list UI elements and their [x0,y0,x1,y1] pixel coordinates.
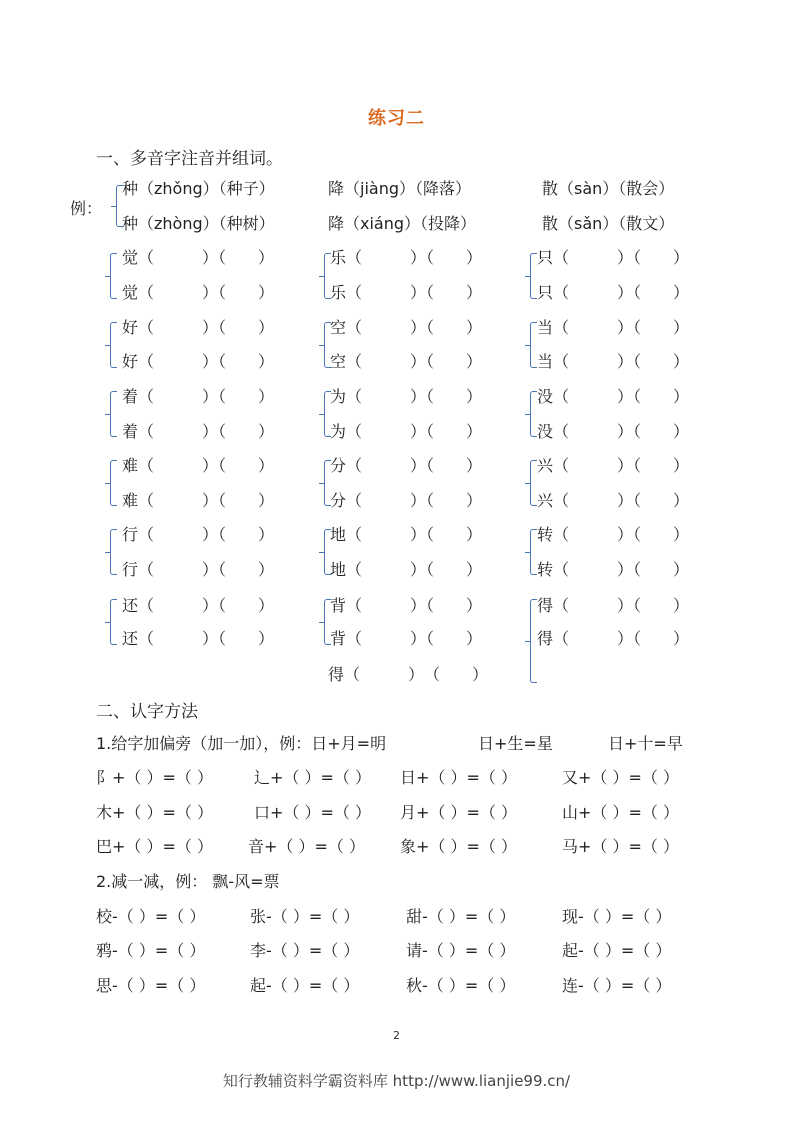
polyphone-cell: 好（ ）（ ） [122,352,275,371]
example-cell: 散（sǎn）（散文） [542,214,675,233]
example-cell: 降（xiáng）（投降） [328,214,477,233]
polyphone-cell-extra: 得（ ） （ ） [328,665,489,684]
subtract-cell: 秋-（ ）=（ ） [406,976,516,995]
polyphone-cell: 转（ ）（ ） [537,560,690,579]
subtract-cell: 鸦-（ ）=（ ） [96,941,206,960]
polyphone-cell: 空（ ）（ ） [330,318,483,337]
polyphone-cell: 没（ ）（ ） [537,422,690,441]
pair-brace [110,529,117,575]
subtract-cell: 请-（ ）=（ ） [406,941,516,960]
polyphone-cell: 兴（ ）（ ） [537,491,690,510]
add-radical-cell: 阝+（ ）=（ ） [96,768,213,787]
section2-heading: 二、认字方法 [96,702,198,722]
polyphone-cell: 还（ ）（ ） [122,596,275,615]
subtract-cell: 甜-（ ）=（ ） [406,907,516,926]
subtract-cell: 连-（ ）=（ ） [562,976,672,995]
add-radical-cell: 辶+（ ）=（ ） [254,768,371,787]
subtract-cell: 起-（ ）=（ ） [250,976,360,995]
subtract-cell: 现-（ ）=（ ） [562,907,672,926]
add-radical-cell: 口+（ ）=（ ） [254,803,371,822]
add-radical-example: 日+十=早 [608,734,683,753]
polyphone-cell: 只（ ）（ ） [537,283,690,302]
polyphone-cell: 好（ ）（ ） [122,318,275,337]
subtract-cell: 起-（ ）=（ ） [562,941,672,960]
add-radical-cell: 又+（ ）=（ ） [562,768,679,787]
polyphone-cell: 没（ ）（ ） [537,387,690,406]
subtract-cell: 思-（ ）=（ ） [96,976,206,995]
polyphone-cell: 分（ ）（ ） [330,491,483,510]
example-cell: 降（jiàng）（降落） [328,179,471,198]
pair-brace [110,253,117,299]
polyphone-cell: 背（ ）（ ） [330,596,483,615]
polyphone-cell: 难（ ）（ ） [122,491,275,510]
page-number: 2 [393,1029,400,1042]
add-radical-prompt: 1.给字加偏旁（加一加），例：日+月=明 [96,734,387,753]
pair-brace [110,391,117,437]
polyphone-cell: 转（ ）（ ） [537,525,690,544]
polyphone-cell: 空（ ）（ ） [330,352,483,371]
example-cell: 种（zhòng）（种树） [122,214,275,233]
polyphone-cell: 难（ ）（ ） [122,456,275,475]
polyphone-cell: 当（ ）（ ） [537,318,690,337]
page-title: 练习二 [368,108,425,129]
pair-brace [530,460,537,506]
polyphone-cell: 得（ ）（ ） [537,629,690,648]
add-radical-cell: 日+（ ）=（ ） [400,768,517,787]
pair-brace [530,391,537,437]
example-label: 例： [70,199,103,218]
subtract-cell: 张-（ ）=（ ） [250,907,360,926]
add-radical-cell: 巴+（ ）=（ ） [96,837,213,856]
polyphone-cell: 为（ ）（ ） [330,387,483,406]
add-radical-cell: 木+（ ）=（ ） [96,803,213,822]
example-cell: 散（sàn）（散会） [542,179,675,198]
polyphone-cell: 行（ ）（ ） [122,560,275,579]
subtract-cell: 校-（ ）=（ ） [96,907,206,926]
polyphone-cell: 只（ ）（ ） [537,248,690,267]
section1-heading: 一、多音字注音并组词。 [96,149,283,169]
footer-watermark: 知行教辅资料学霸资料库 http://www.lianjie99.cn/ [222,1072,571,1090]
subtract-prompt: 2.减一减，例： 飘-风=票 [96,872,280,891]
add-radical-cell: 月+（ ）=（ ） [400,803,517,822]
polyphone-cell: 为（ ）（ ） [330,422,483,441]
polyphone-cell: 分（ ）（ ） [330,456,483,475]
add-radical-cell: 山+（ ）=（ ） [562,803,679,822]
example-cell: 种（zhǒng）（种子） [122,179,275,198]
polyphone-cell: 兴（ ）（ ） [537,456,690,475]
add-radical-cell: 马+（ ）=（ ） [562,837,679,856]
polyphone-cell: 乐（ ）（ ） [330,283,483,302]
pair-brace [110,322,117,368]
polyphone-cell: 当（ ）（ ） [537,352,690,371]
polyphone-cell: 地（ ）（ ） [330,525,483,544]
polyphone-cell: 着（ ）（ ） [122,387,275,406]
add-radical-cell: 象+（ ）=（ ） [400,837,517,856]
polyphone-cell: 背（ ）（ ） [330,629,483,648]
pair-brace [530,322,537,368]
polyphone-cell: 得（ ）（ ） [537,596,690,615]
polyphone-cell: 行（ ）（ ） [122,525,275,544]
triple-brace [530,599,537,683]
pair-brace [530,253,537,299]
pair-brace [530,529,537,575]
add-radical-cell: 音+（ ）=（ ） [248,837,365,856]
polyphone-cell: 着（ ）（ ） [122,422,275,441]
polyphone-cell: 乐（ ）（ ） [330,248,483,267]
polyphone-cell: 地（ ）（ ） [330,560,483,579]
pair-brace [110,599,117,645]
polyphone-cell: 觉（ ）（ ） [122,248,275,267]
polyphone-cell: 觉（ ）（ ） [122,283,275,302]
pair-brace [110,460,117,506]
polyphone-cell: 还（ ）（ ） [122,629,275,648]
subtract-cell: 李-（ ）=（ ） [250,941,360,960]
add-radical-example: 日+生=星 [478,734,553,753]
